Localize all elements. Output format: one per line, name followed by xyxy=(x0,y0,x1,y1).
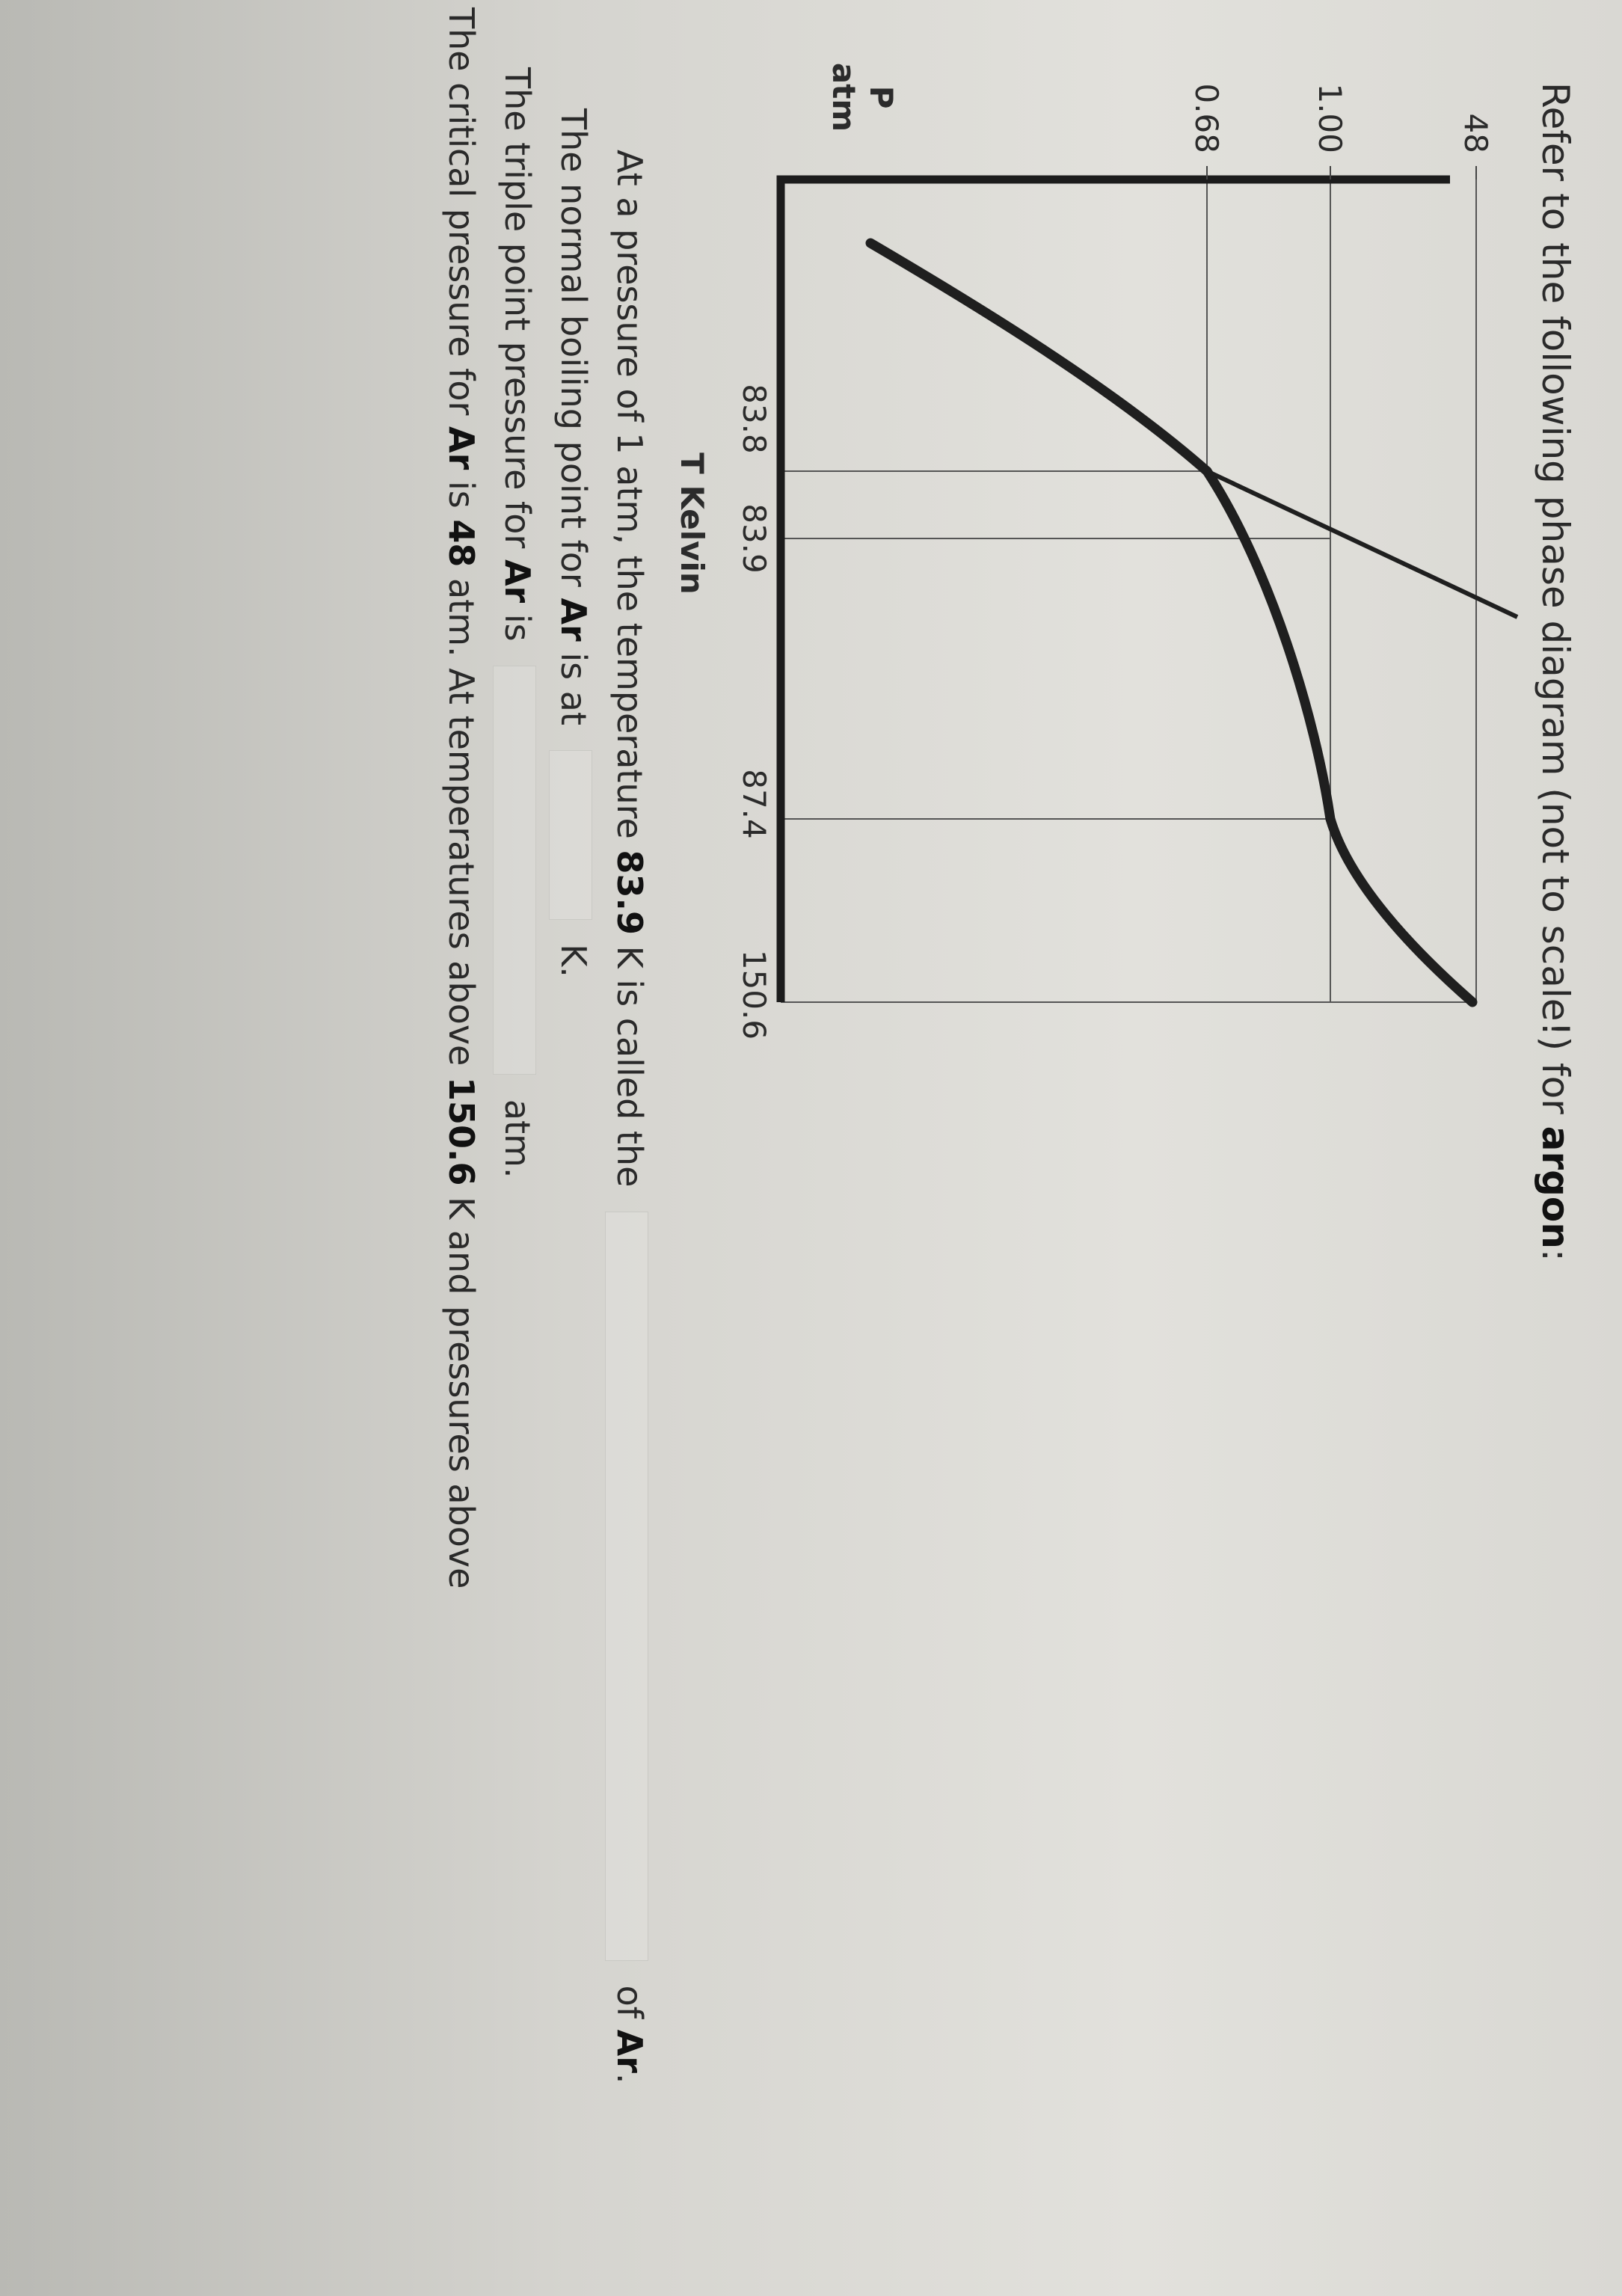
line4-mid: is xyxy=(441,480,482,509)
line1-mid: K is called the xyxy=(609,945,650,1188)
y-tick-label-0-68: 0.68 xyxy=(1188,83,1225,153)
question-line-4 xyxy=(441,7,482,1589)
line3-text: The triple point pressure for xyxy=(497,67,538,549)
line2-unit: K. xyxy=(553,944,594,978)
x-tick-label-150-6: 150.6 xyxy=(736,949,772,1040)
intro-colon: : xyxy=(1534,1248,1577,1262)
line1-temperature: 83.9 xyxy=(609,850,650,935)
line2-mid: is at xyxy=(553,652,594,725)
line4-end: K and pressures above xyxy=(441,1197,482,1589)
question-line-2 xyxy=(550,108,595,977)
line3-unit: atm. xyxy=(497,1099,538,1179)
line4-element: Ar xyxy=(441,426,482,470)
y-axis-label-atm: atm xyxy=(826,62,862,132)
x-tick-label-83-8: 83.8 xyxy=(736,384,772,454)
sublimation-curve xyxy=(870,243,1207,471)
triple-point-pressure-input[interactable] xyxy=(494,666,537,1075)
vaporization-curve xyxy=(1207,471,1472,1002)
line4-critical-temperature: 150.6 xyxy=(441,1077,482,1186)
line2-element: Ar xyxy=(553,598,594,642)
x-tick-label-87-4: 87.4 xyxy=(736,769,772,839)
y-tick-label-48: 48 xyxy=(1457,113,1494,153)
line4-critical-pressure: 48 xyxy=(441,519,482,568)
element-name: argon xyxy=(1534,1126,1577,1249)
boiling-point-input[interactable] xyxy=(550,750,593,920)
y-axis-label-p: P xyxy=(863,85,900,109)
line3-element: Ar xyxy=(497,559,538,604)
y-tick-label-1-00: 1.00 xyxy=(1312,83,1348,153)
phase-term-input[interactable] xyxy=(606,1212,649,1961)
line1-period: . xyxy=(609,2072,650,2084)
line1-of: of xyxy=(609,1985,650,2019)
line3-mid: is xyxy=(497,613,538,642)
line4-mid2: atm. At temperatures above xyxy=(441,577,482,1066)
line1-text: At a pressure of 1 atm, the temperature xyxy=(609,150,650,839)
x-tick-label-83-9: 83.9 xyxy=(736,503,772,574)
line1-element: Ar xyxy=(609,2029,650,2073)
intro-text: Refer to the following phase diagram (not to scale!) for xyxy=(1534,82,1577,1114)
chart-axes xyxy=(781,179,1450,1002)
line2-text: The normal boiling point for xyxy=(553,108,594,587)
line4-text: The critical pressure for xyxy=(441,7,482,416)
question-line-1 xyxy=(606,150,651,2084)
fusion-line xyxy=(1207,471,1517,617)
x-axis-label: T Kelvin xyxy=(674,452,710,595)
question-line-3 xyxy=(494,67,538,1179)
